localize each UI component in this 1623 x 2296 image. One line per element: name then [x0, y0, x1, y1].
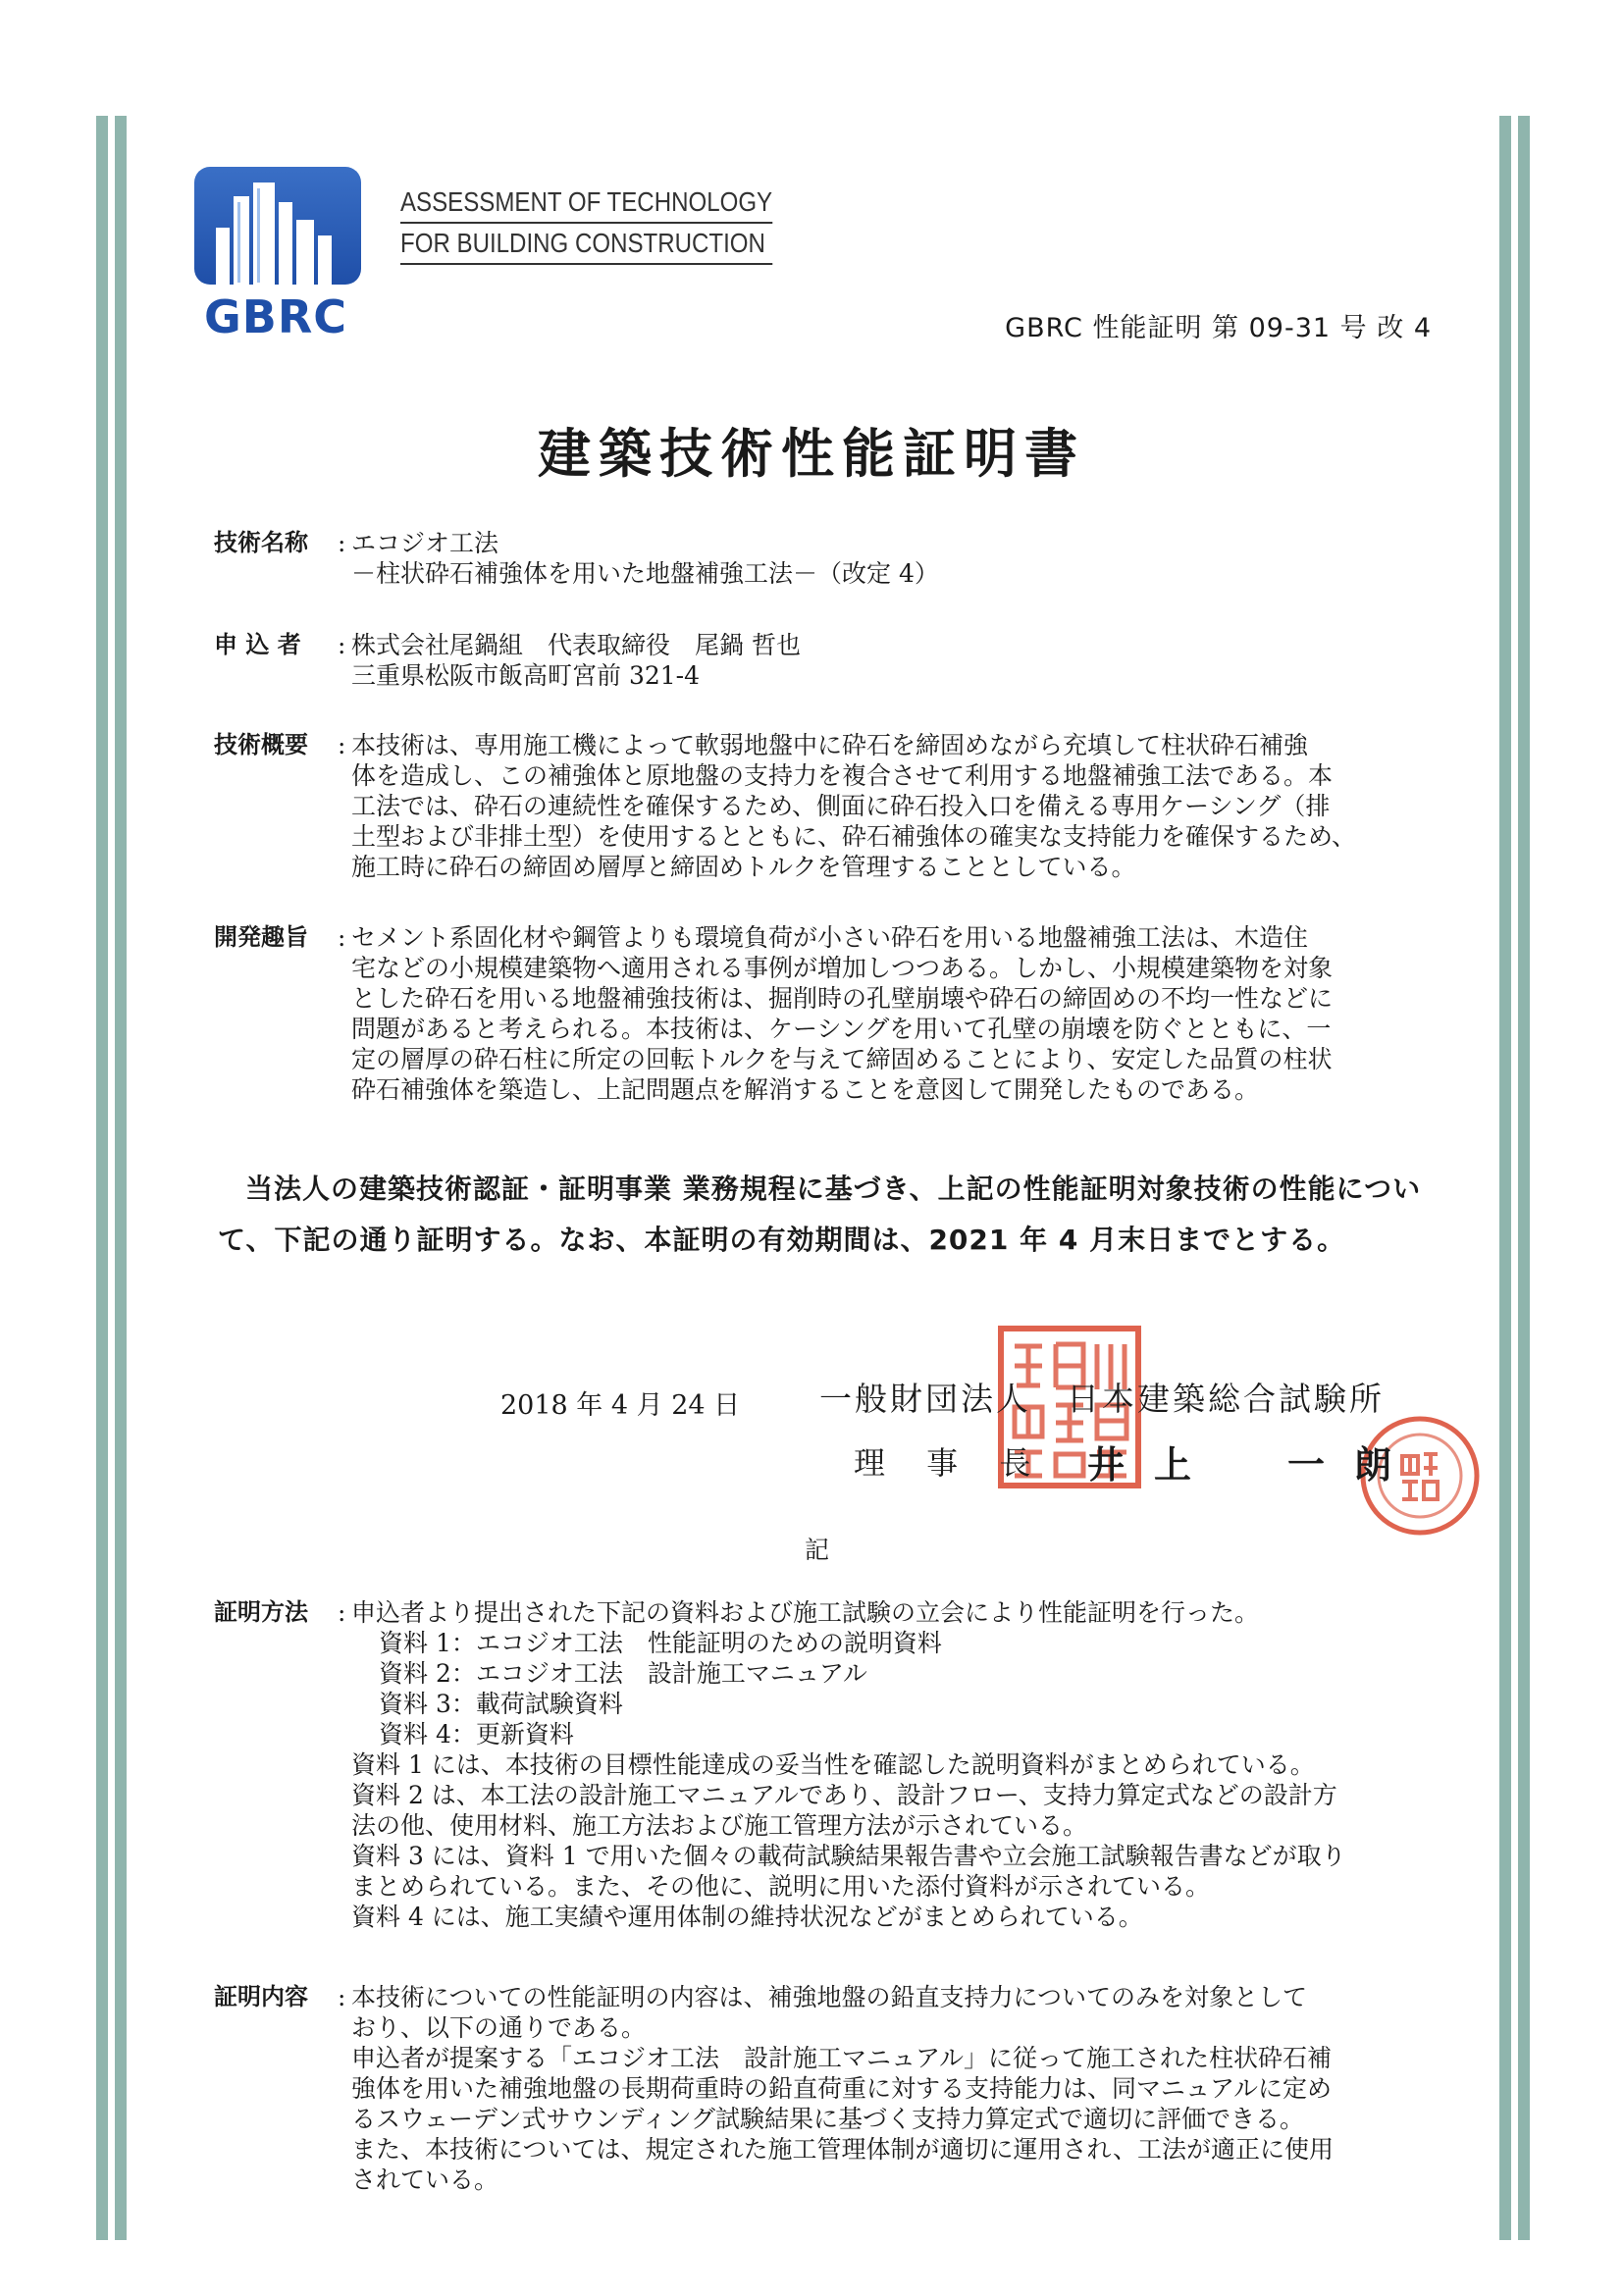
method-label: 証明方法	[214, 1598, 308, 1626]
colon: :	[338, 731, 346, 759]
method-material-item: 資料 4：更新資料	[379, 1720, 574, 1748]
applicant-line-1: 株式会社尾鍋組 代表取締役 尾鍋 哲也	[351, 631, 801, 659]
organization-name: 一般財団法人 日本建築総合試験所	[819, 1380, 1385, 1418]
applicant-section	[214, 630, 1450, 691]
ki-mark: 記	[805, 1536, 830, 1564]
overview-line: 工法では、砕石の連続性を確保するため、側面に砕石投入口を備える専用ケーシング（排	[351, 792, 1331, 820]
assessment-line-1: ASSESSMENT OF TECHNOLOGY	[400, 183, 772, 224]
content-label: 証明内容	[214, 1983, 308, 2010]
signer-role: 理 事 長	[854, 1444, 1047, 1482]
certificate-number: GBRC 性能証明 第 09-31 号 改 4	[1005, 313, 1432, 343]
method-line: 資料 4 には、施工実績や運用体制の維持状況などがまとめられている。	[351, 1903, 1143, 1931]
content-line: また、本技術については、規定された施工管理体制が適切に運用され、工法が適正に使用	[351, 2135, 1335, 2164]
colon: :	[338, 1598, 346, 1627]
gbrc-logo-icon	[194, 167, 361, 285]
method-section	[214, 1597, 1450, 1932]
colon: :	[338, 1983, 346, 2011]
method-line: 資料 3 には、資料 1 で用いた個々の載荷試験結果報告書や立会施工試験報告書などが取り	[351, 1842, 1346, 1870]
overview-label: 技術概要	[214, 731, 308, 758]
purpose-line: 問題があると考えられる。本技術は、ケーシングを用いて孔壁の崩壊を防ぐとともに、一	[351, 1015, 1332, 1043]
method-material-item: 資料 1：エコジオ工法 性能証明のための説明資料	[379, 1629, 942, 1657]
colon: :	[338, 923, 346, 952]
signer-name: 井上 一朗	[1087, 1443, 1422, 1487]
colon: :	[338, 529, 346, 557]
content-section	[214, 1982, 1450, 2195]
tech-name-line-1: エコジオ工法	[351, 529, 499, 557]
purpose-line: セメント系固化材や鋼管よりも環境負荷が小さい砕石を用いる地盤補強工法は、木造住	[351, 923, 1309, 952]
method-line: 資料 2 は、本工法の設計施工マニュアルであり、設計フロー、支持力算定式などの設計方	[351, 1781, 1337, 1809]
content-line: 本技術についての性能証明の内容は、補強地盤の鉛直支持力についてのみを対象として	[351, 1983, 1308, 2011]
method-line: 法の他、使用材料、施工方法および施工管理方法が示されている。	[351, 1811, 1088, 1840]
logo-text: GBRC	[204, 290, 347, 343]
issue-date: 2018 年 4 月 24 日	[500, 1390, 741, 1421]
purpose-line: 定の層厚の砕石柱に所定の回転トルクを与えて締固めることにより、安定した品質の柱状	[351, 1045, 1333, 1073]
certification-statement: 当法人の建築技術認証・証明事業 業務規程に基づき、上記の性能証明対象技術の性能について、下記の通り証明する。なお、本証明の有効期間は、2021 年 4 月末日までとする。	[218, 1173, 1422, 1256]
method-line: 申込者より提出された下記の資料および施工試験の立会により性能証明を行った。	[351, 1598, 1260, 1627]
method-line: まとめられている。また、その他に、説明に用いた添付資料が示されている。	[351, 1872, 1211, 1901]
method-material-item: 資料 3：載荷試験資料	[379, 1690, 623, 1718]
method-line: 資料 1 には、本技術の目標性能達成の妥当性を確認した説明資料がまとめられている。	[351, 1750, 1315, 1779]
overview-section	[214, 730, 1450, 882]
tech-name-label: 技術名称	[214, 529, 308, 556]
purpose-line: 砕石補強体を築造し、上記問題点を解消することを意図して開発したものである。	[351, 1075, 1260, 1104]
purpose-section	[214, 922, 1450, 1105]
applicant-line-2: 三重県松阪市飯高町宮前 321-4	[351, 661, 701, 690]
applicant-label: 申 込 者	[214, 631, 301, 658]
tech-name-section	[214, 528, 1450, 589]
document-title: 建築技術性能証明書	[538, 423, 1085, 485]
assessment-line-2: FOR BUILDING CONSTRUCTION	[400, 224, 772, 265]
purpose-line: とした砕石を用いる地盤補強技術は、掘削時の孔壁崩壊や砕石の締固めの不均一性などに	[351, 984, 1334, 1013]
method-material-item: 資料 2：エコジオ工法 設計施工マニュアル	[379, 1659, 867, 1688]
content-line: されている。	[351, 2166, 499, 2194]
content-line: るスウェーデン式サウンディング試験結果に基づく支持力算定式で適切に評価できる。	[351, 2105, 1305, 2133]
tech-name-line-2: －柱状砕石補強体を用いた地盤補強工法－（改定 4）	[351, 559, 939, 588]
assessment-title	[400, 183, 772, 265]
content-line: 申込者が提案する「エコジオ工法 設計施工マニュアル」に従って施工された柱状砕石補	[351, 2044, 1333, 2072]
purpose-label: 開発趣旨	[214, 923, 308, 951]
content-line: 強体を用いた補強地盤の長期荷重時の鉛直荷重に対する支持能力は、同マニュアルに定め	[351, 2074, 1333, 2103]
overview-line: 本技術は、専用施工機によって軟弱地盤中に砕石を締固めながら充填して柱状砕石補強	[351, 731, 1309, 759]
content-line: おり、以下の通りである。	[351, 2013, 647, 2042]
overview-line: 施工時に砕石の締固め層厚と締固めトルクを管理することとしている。	[351, 853, 1136, 881]
overview-line: 体を造成し、この補強体と原地盤の支持力を複合させて利用する地盤補強工法である。本	[351, 761, 1334, 790]
overview-line: 土型および非排土型）を使用するとともに、砕石補強体の確実な支持能力を確保するため、	[351, 822, 1357, 851]
colon: :	[338, 631, 346, 659]
purpose-line: 宅などの小規模建築物へ適用される事例が増加しつつある。しかし、小規模建築物を対象	[351, 954, 1334, 982]
